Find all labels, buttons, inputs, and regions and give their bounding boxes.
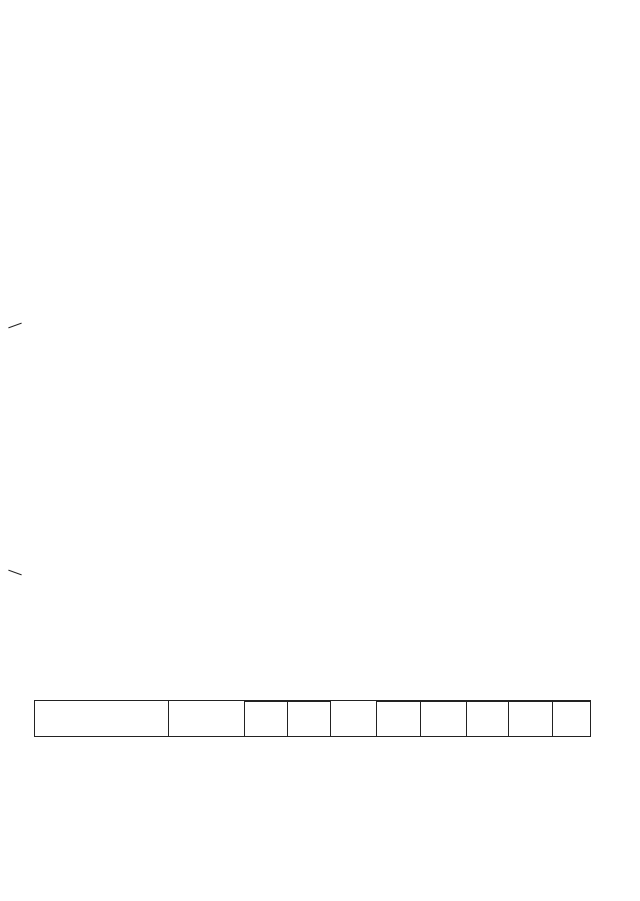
- header-end: [288, 702, 331, 737]
- header-federal: [421, 702, 467, 737]
- subprogram-table: [34, 700, 591, 737]
- margin-mark: [8, 570, 21, 576]
- header-years: [331, 701, 377, 737]
- header-other: [553, 702, 591, 737]
- header-responsible: [169, 701, 245, 737]
- header-regional: [467, 702, 509, 737]
- margin-mark: [8, 323, 21, 329]
- header-local: [509, 702, 553, 737]
- header-name: [35, 701, 169, 737]
- header-total: [377, 702, 421, 737]
- header-start: [245, 702, 288, 737]
